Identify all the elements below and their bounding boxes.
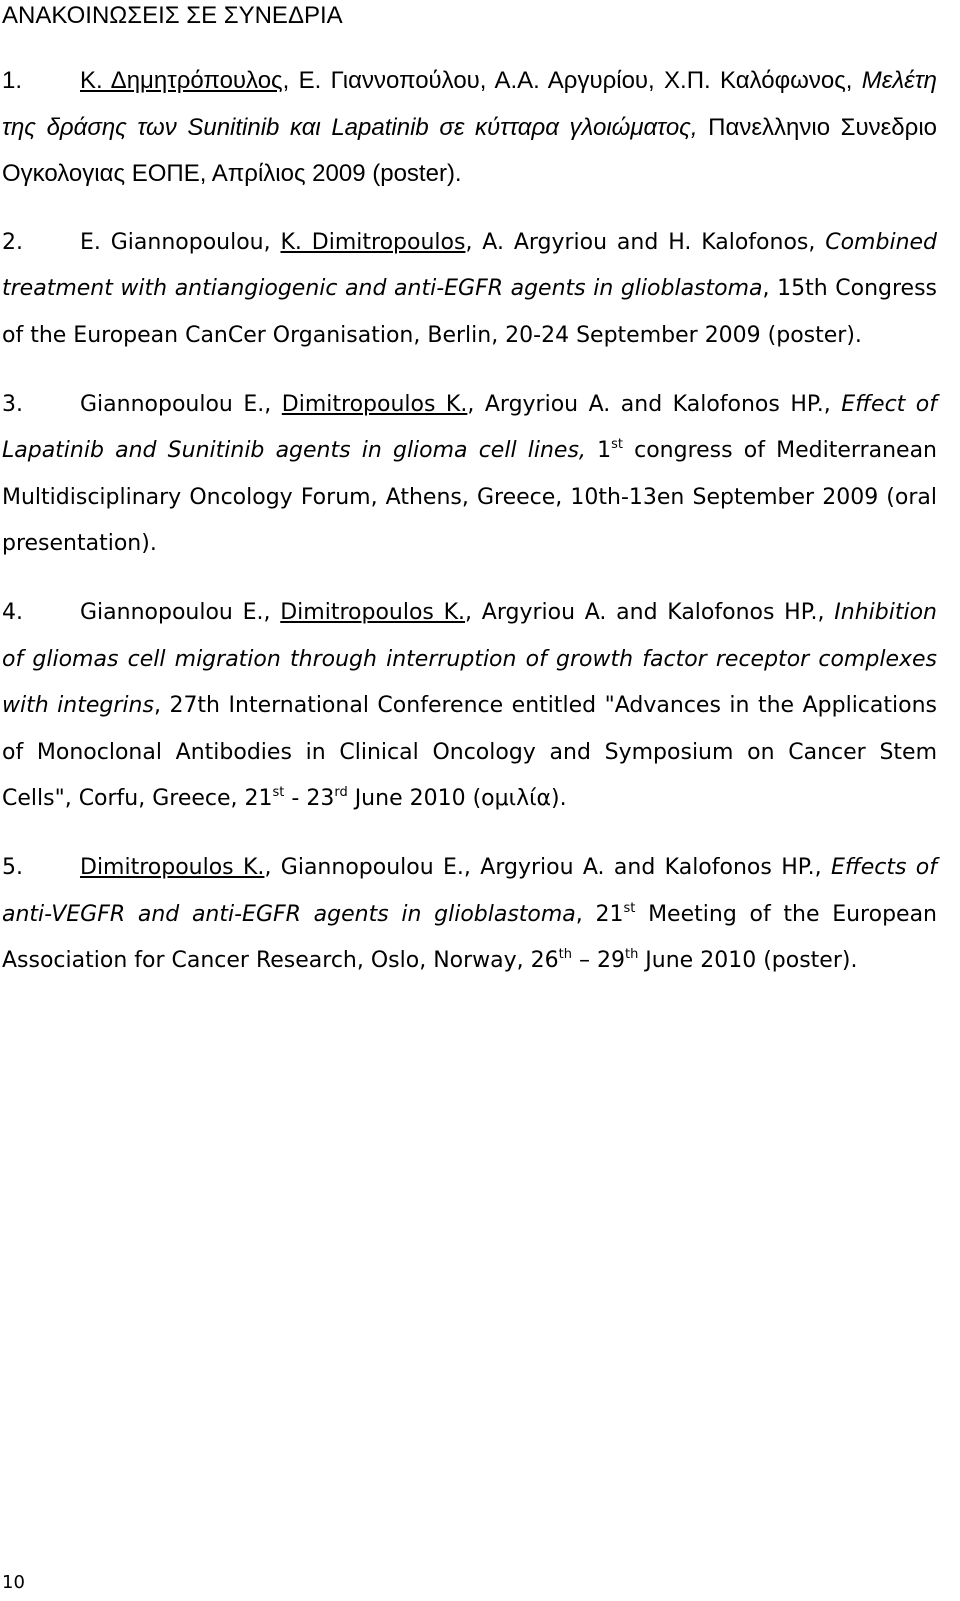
entry-number: 1. <box>2 67 23 94</box>
entry-text: E. Giannopoulou, <box>80 229 281 255</box>
ordinal-suffix: rd <box>334 785 348 801</box>
entry-text: , Argyriou A. and Kalofonos HP., <box>465 599 835 625</box>
entry-text: , 27th International Conference entitled "Advances in the Applications of Monoclonal Antibodies in Clinical Oncology and Symposium on Cancer Stem Cells", Corfu, Greece, 21 <box>2 693 937 812</box>
highlighted-author: K. Dimitropoulos <box>280 229 466 255</box>
ordinal-suffix: st <box>272 785 285 801</box>
conference-entry-2 <box>2 220 937 360</box>
entry-text: 1 <box>585 438 612 464</box>
entry-text: - 23 <box>284 786 335 812</box>
entry-text: congress of Mediterranean Multidisciplinary Oncology Forum, Athens, Greece, 10th-13en September 2009 (oral presentation). <box>2 438 937 557</box>
ordinal-suffix: th <box>558 947 572 963</box>
ordinal-suffix: th <box>624 947 639 963</box>
highlighted-author: Dimitropoulos K. <box>80 854 265 880</box>
ordinal-suffix: st <box>611 437 623 453</box>
entry-text: Πανελληνιο Συνεδριο Ογκολογιας ΕΟΠΕ, Απρίλιος 2009 (poster). <box>2 113 938 188</box>
entry-text: Giannopoulou E., <box>80 599 281 625</box>
entry-title: Μελέτη της δράσης των Sunitinib και Lapatinib σε κύτταρα γλοιώματος, <box>2 67 937 141</box>
entry-number: 2. <box>2 229 23 255</box>
entry-title: Effect of Lapatinib and Sunitinib agents in glioma cell lines, <box>2 391 937 464</box>
entry-text: June 2010 (poster). <box>638 948 858 974</box>
entry-number: 3. <box>2 391 23 417</box>
entry-text: – 29 <box>571 948 625 974</box>
entry-text: , 15th Congress of the European CanCer Organisation, Berlin, 20-24 September 2009 (poster). <box>2 276 937 348</box>
entry-text: , Argyriou A. and Kalofonos HP., <box>467 391 842 417</box>
page-number: 10 <box>2 1572 25 1593</box>
entry-text: Meeting of the European Association for Cancer Research, Oslo, Norway, 26 <box>2 901 937 974</box>
entry-text: Giannopoulou E., <box>80 391 282 417</box>
conference-entry-3 <box>2 382 937 568</box>
entry-text: June 2010 (ομιλία). <box>347 786 567 812</box>
conference-entry-4 <box>2 590 937 823</box>
section-title: ΑΝΑΚΟΙΝΩΣΕΙΣ ΣΕ ΣΥΝΕΔΡΙΑ <box>2 2 343 29</box>
ordinal-suffix: st <box>623 900 636 916</box>
conference-list <box>2 58 937 1007</box>
highlighted-author: Κ. Δημητρόπουλος <box>80 67 283 94</box>
entry-text: , Ε. Γιαννοπούλου, Α.Α. Αργυρίου, Χ.Π. Καλόφωνος, <box>282 67 862 94</box>
entry-number: 4. <box>2 599 23 625</box>
entry-text: , A. Argyriou and H. Kalofonos, <box>465 229 826 255</box>
highlighted-author: Dimitropoulos K. <box>280 599 466 625</box>
conference-entry-1 <box>2 58 937 198</box>
entry-number: 5. <box>2 854 23 880</box>
entry-title: Effects of anti-VEGFR and anti-EGFR agents in glioblastoma <box>2 854 938 927</box>
conference-entry-5 <box>2 845 937 985</box>
entry-text: , Giannopoulou E., Argyriou A. and Kalofonos HP., <box>264 854 831 880</box>
highlighted-author: Dimitropoulos K. <box>281 391 468 417</box>
entry-title: Combined treatment with antiangiogenic and anti-EGFR agents in glioblastoma <box>2 229 938 302</box>
entry-title: Inhibition of gliomas cell migration through interruption of growth factor receptor complexes with integrins <box>2 599 937 719</box>
entry-text: , 21 <box>575 901 624 927</box>
